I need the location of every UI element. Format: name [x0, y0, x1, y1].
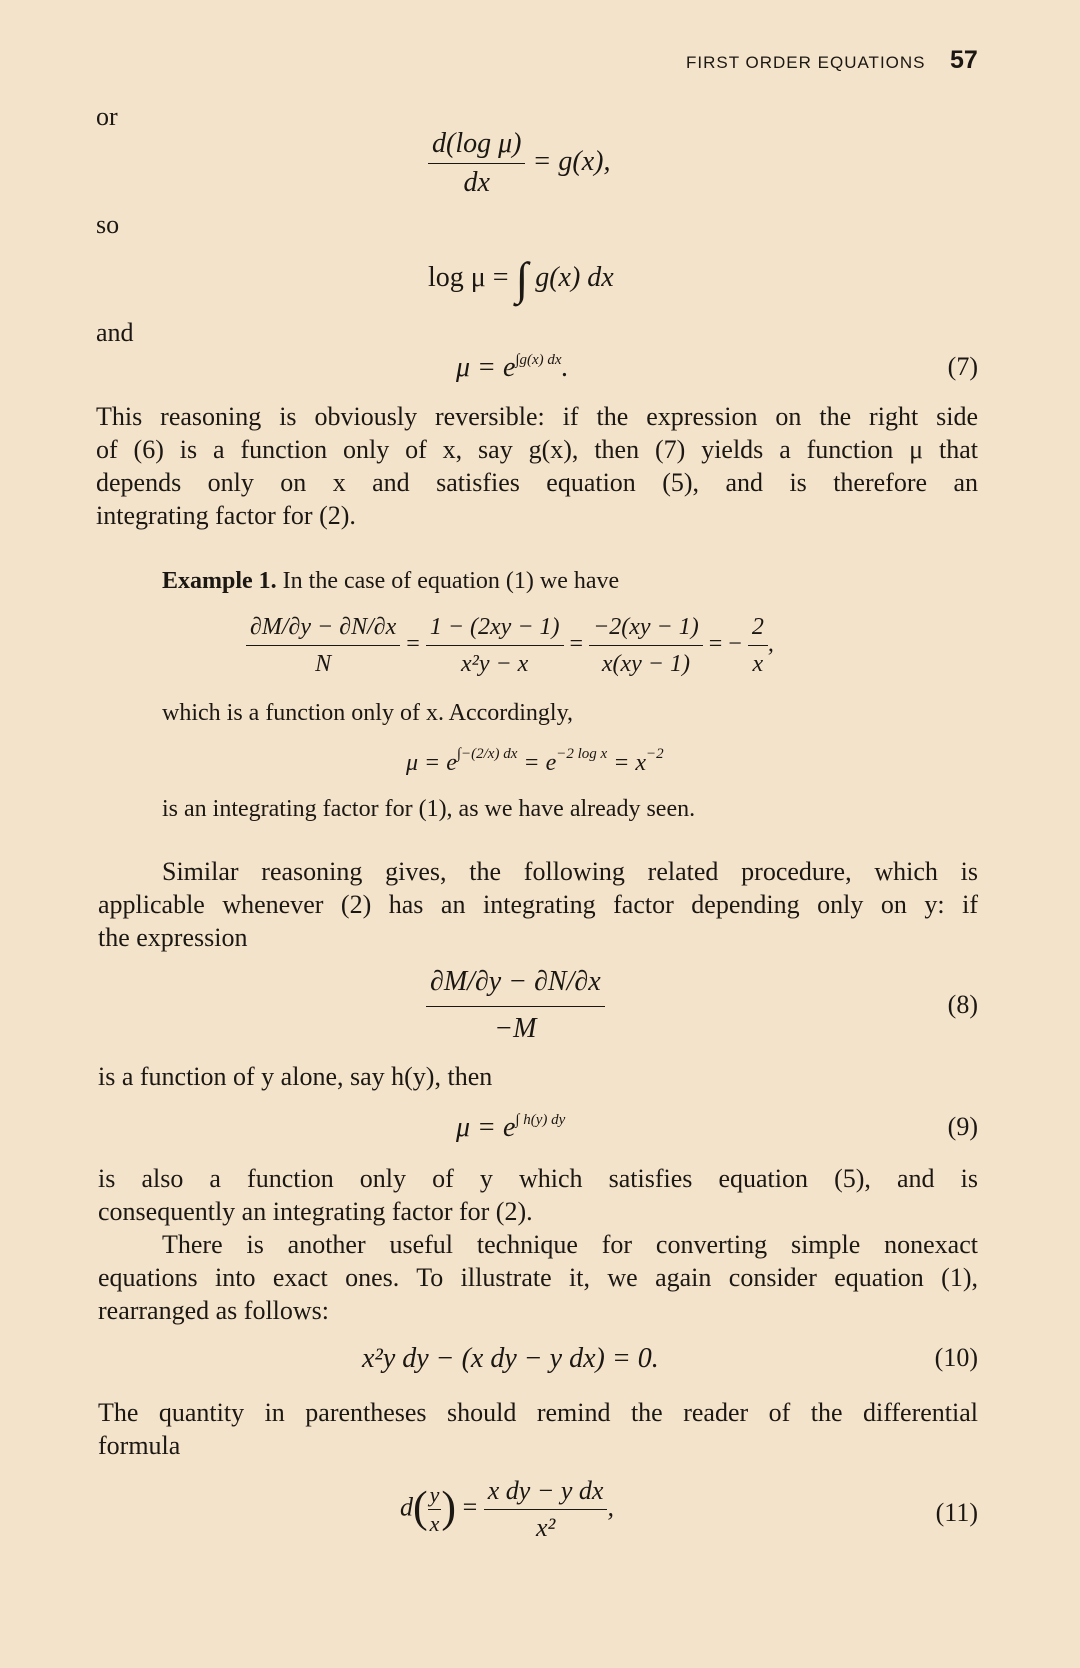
lhs: μ = e [456, 352, 516, 383]
numerator: 2 [748, 612, 768, 646]
exponent: ∫g(x) dx [515, 352, 562, 368]
denominator: x(xy − 1) [601, 651, 690, 677]
mu-mid: = e [523, 750, 557, 776]
equation-number-10: (10) [934, 1343, 978, 1372]
text-line: applicable whenever (2) has an integrating factor depending only on y: if [98, 890, 978, 919]
text-line: is also a function only of y which satisfies equation (5), and is [98, 1164, 978, 1193]
text-line: This reasoning is obviously reversible: if the expression on the right side [96, 402, 978, 431]
text-line: Similar reasoning gives, the following related procedure, which is [162, 857, 978, 886]
equals: = [406, 631, 420, 658]
paragraph-quantity [98, 1396, 978, 1462]
mu-eq: = x [613, 750, 647, 776]
exponent: −2 log x [556, 746, 608, 762]
denominator: x² [535, 1513, 556, 1542]
text-line: The quantity in parentheses should remind the reader of the differential [98, 1398, 978, 1427]
text-line: consequently an integrating factor for (2). [98, 1197, 533, 1226]
mu-lhs: μ = e [406, 750, 457, 776]
equation-number-9: (9) [947, 1112, 978, 1141]
text-line: of (6) is a function only of x, say g(x), then (7) yields a function μ that [96, 435, 978, 464]
equals-minus: = − [708, 631, 742, 658]
equation-10: x²y dy − (x dy − y dx) = 0. [362, 1343, 659, 1374]
lhs: log μ = [428, 262, 509, 293]
rhs: = g(x), [532, 145, 611, 177]
text-line: equations into exact ones. To illustrate it, we again consider equation (1), [98, 1263, 978, 1292]
fraction-4 [748, 612, 768, 679]
equation-11 [400, 1476, 614, 1543]
fraction-3 [589, 612, 703, 679]
equation-logmu [428, 252, 614, 305]
exponent: ∫−(2/x) dx [456, 746, 518, 762]
equation-8 [426, 966, 605, 1045]
connector-so: so [96, 210, 120, 239]
exponent: −2 [646, 746, 664, 762]
denominator: −M [494, 1013, 537, 1044]
paragraph-also-function [98, 1162, 978, 1228]
fraction-dlogmu [428, 128, 525, 199]
example-line-2: which is a function only of x. Accordingly, [162, 700, 574, 726]
example-mu-equation [406, 748, 664, 778]
left-paren: ( [413, 1482, 428, 1532]
denominator: dx [463, 167, 490, 198]
denominator: x [752, 651, 764, 677]
equation-number-11: (11) [935, 1498, 978, 1527]
text-line: integrating factor for (2). [96, 501, 356, 530]
running-head: FIRST ORDER EQUATIONS [686, 53, 926, 72]
numerator: ∂M/∂y − ∂N/∂x [246, 612, 400, 646]
lhs: μ = e [456, 1112, 516, 1143]
numerator: 1 − (2xy − 1) [426, 612, 564, 646]
equals: = [569, 631, 584, 658]
paragraph-another-technique [98, 1228, 978, 1327]
text-line: There is another useful technique for converting simple nonexact [162, 1230, 978, 1259]
denominator: x²y − x [460, 651, 529, 677]
denominator: x [429, 1511, 440, 1536]
text-line: rearranged as follows: [98, 1296, 330, 1325]
numerator: d(log μ) [428, 128, 525, 164]
fraction-8 [426, 966, 605, 1045]
example-label: Example 1. [162, 568, 277, 594]
numerator: y [428, 1482, 442, 1510]
example-intro-text: In the case of equation (1) we have [282, 568, 620, 594]
example-1-intro [162, 566, 619, 596]
fraction-quotient [484, 1476, 608, 1543]
fraction-y-over-x [428, 1482, 442, 1537]
exponent: ∫ h(y) dy [515, 1112, 566, 1128]
text-line: depends only on x and satisfies equation (5), and is therefore an [96, 468, 978, 497]
fraction-1 [246, 612, 400, 679]
period: . [561, 352, 569, 383]
right-paren: ) [441, 1482, 457, 1532]
equals: = [462, 1492, 478, 1522]
connector-and: and [96, 318, 134, 347]
comma: , [767, 631, 774, 658]
example-line-3: is an integrating factor for (1), as we have already seen. [162, 796, 696, 822]
differential-d: d [400, 1492, 413, 1522]
numerator: ∂M/∂y − ∂N/∂x [426, 966, 605, 1007]
example-ratio-equation [246, 612, 774, 679]
equation-7 [456, 352, 569, 384]
connector-or: or [96, 102, 118, 131]
fraction-2 [426, 612, 564, 679]
numerator: x dy − y dx [484, 1476, 608, 1510]
numerator: −2(xy − 1) [589, 612, 703, 646]
line-h-of-y: is a function of y alone, say h(y), then [98, 1062, 493, 1091]
text-line: the expression [98, 923, 248, 952]
integral-sign: ∫ [515, 253, 529, 304]
text-line: formula [98, 1431, 181, 1460]
equation-number-8: (8) [947, 990, 978, 1019]
equation-number-7: (7) [947, 352, 978, 381]
page-number: 57 [950, 46, 978, 74]
paragraph-reversible [96, 400, 978, 532]
paragraph-similar-reasoning [98, 855, 978, 954]
equation-9 [456, 1112, 565, 1144]
equation-dlogmu [428, 128, 610, 199]
comma: , [607, 1492, 614, 1522]
denominator: N [315, 651, 332, 677]
rhs: g(x) dx [535, 262, 614, 293]
